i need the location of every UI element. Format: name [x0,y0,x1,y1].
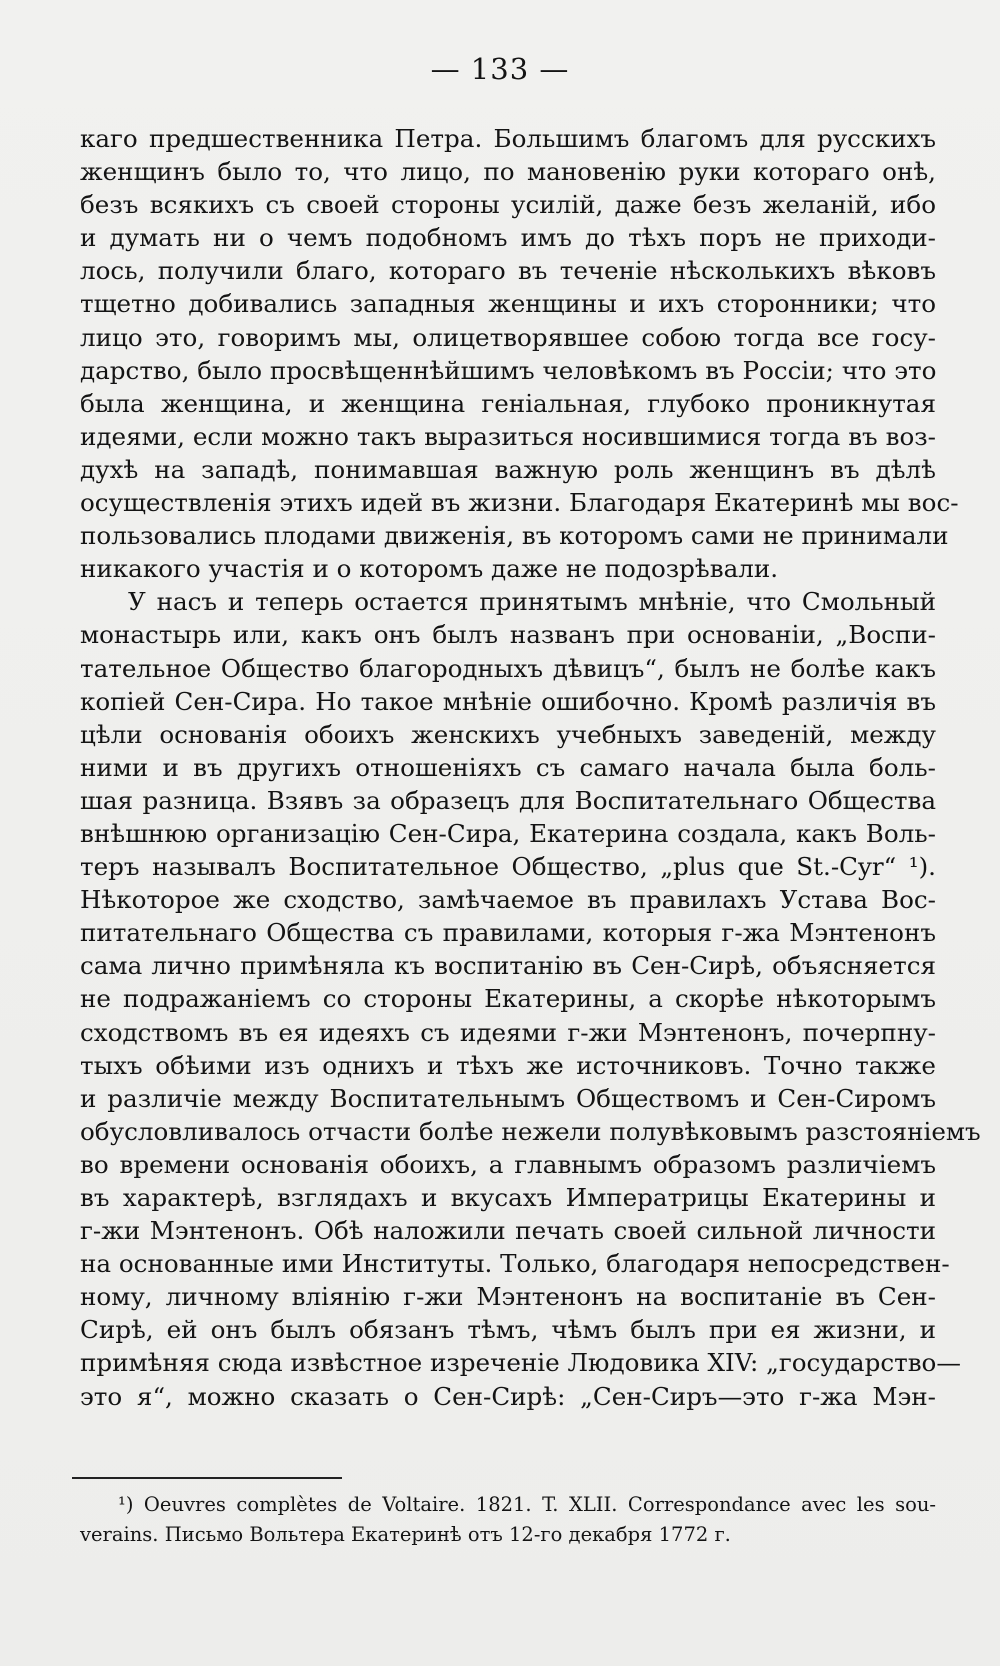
text-line: и различіе между Воспитательнымъ Обществомъ и Сен-Сиромъ [80,1083,936,1113]
text-line: тыхъ обѣими изъ однихъ и тѣхъ же источниковъ. Точно также [80,1050,936,1080]
text-line: лось, получили благо, котораго въ теченіе нѣсколькихъ вѣковъ [80,256,936,286]
page-number: — 133 — [430,52,570,86]
text-line: г-жи Мэнтенонъ. Обѣ наложили печать своей сильной личности [80,1216,936,1246]
text-line: сходствомъ въ ея идеяхъ съ идеями г-жи Мэнтенонъ, почерпну- [80,1017,936,1047]
text-line: женщинъ было то, что лицо, по мановенію руки котораго онѣ, [80,157,936,187]
text-line: идеями, если можно такъ выразиться носившимися тогда въ воз- [80,421,936,451]
text-line: ному, личному вліянію г-жи Мэнтенонъ на воспитаніе въ Сен- [80,1282,936,1312]
text-line: никакого участія и о которомъ даже не подозрѣвали. [80,554,779,584]
text-line: шая разница. Взявъ за образецъ для Воспитательнаго Общества [80,785,936,815]
text-line: обусловливалось отчасти болѣе нежели полувѣковымъ разстояніемъ [80,1116,981,1146]
text-line: духѣ на западѣ, понимавшая важную роль женщинъ въ дѣлѣ [80,454,936,484]
text-line: Нѣкоторое же сходство, замѣчаемое въ правилахъ Устава Вос- [80,885,936,915]
text-line: безъ всякихъ съ своей стороны усилій, даже безъ желаній, ибо [80,190,936,220]
text-line: монастырь или, какъ онъ былъ названъ при основаніи, „Воспи- [80,620,936,650]
text-line: тщетно добивались западныя женщины и ихъ сторонники; что [80,289,936,319]
text-line: во времени основанія обоихъ, а главнымъ образомъ различіемъ [80,1149,936,1179]
text-line: питательнаго Общества съ правилами, которыя г-жа Мэнтенонъ [80,918,936,948]
text-line: пользовались плодами движенія, въ которомъ сами не принимали [80,521,949,551]
text-line: дарство, было просвѣщеннѣйшимъ человѣкомъ въ Россіи; что это [80,355,937,385]
text-line: теръ называлъ Воспитательное Общество, „plus que St.-Cyr“ ¹). [80,852,936,882]
text-line: внѣшнюю организацію Сен-Сира, Екатерина создала, какъ Воль- [80,818,936,848]
footnote [80,1490,936,1550]
footnote-divider [72,1477,342,1479]
text-line: это я“, можно сказать о Сен-Сирѣ: „Сен-Сиръ—это г-жа Мэн- [80,1381,936,1411]
text-line: цѣли основанія обоихъ женскихъ учебныхъ заведеній, между [80,719,936,749]
body-text [80,122,981,1413]
text-line: У насъ и теперь остается принятымъ мнѣніе, что Смольный [128,587,936,617]
text-line: на основанные ими Институты. Только, благодаря непосредствен- [80,1249,950,1279]
text-line: ними и въ другихъ отношеніяхъ съ самаго начала была боль- [80,752,936,782]
text-line: каго предшественника Петра. Большимъ благомъ для русскихъ [80,124,936,153]
text-line: Сирѣ, ей онъ былъ обязанъ тѣмъ, чѣмъ былъ при ея жизни, и [80,1315,936,1345]
text-line: лицо это, говоримъ мы, олицетворявшее собою тогда все госу- [80,322,936,352]
text-line: въ характерѣ, взглядахъ и вкусахъ Императрицы Екатерины и [80,1183,936,1212]
text-line: сама лично примѣняла къ воспитанію въ Сен-Сирѣ, объясняется [80,951,936,981]
text-line: примѣняя сюда извѣстное изреченіе Людовика XIV: „государство— [80,1348,961,1378]
footnote-line: verains. Письмо Вольтера Екатеринѣ отъ 12-го декабря 1772 г. [80,1523,731,1546]
text-line: тательное Общество благородныхъ дѣвицъ“, былъ не болѣе какъ [80,653,936,683]
text-line: осуществленія этихъ идей въ жизни. Благодаря Екатеринѣ мы вос- [80,488,959,518]
footnote-line: ¹) Oeuvres complètes de Voltaire. 1821. T. XLII. Correspondance avec les sou- [118,1493,936,1516]
text-line: и думать ни о чемъ подобномъ имъ до тѣхъ поръ не приходи- [80,223,936,253]
text-line: была женщина, и женщина геніальная, глубоко проникнутая [80,388,936,418]
text-line: не подражаніемъ со стороны Екатерины, а скорѣе нѣкоторымъ [80,984,936,1014]
text-line: копіей Сен-Сира. Но такое мнѣніе ошибочно. Кромѣ различія въ [80,686,936,716]
